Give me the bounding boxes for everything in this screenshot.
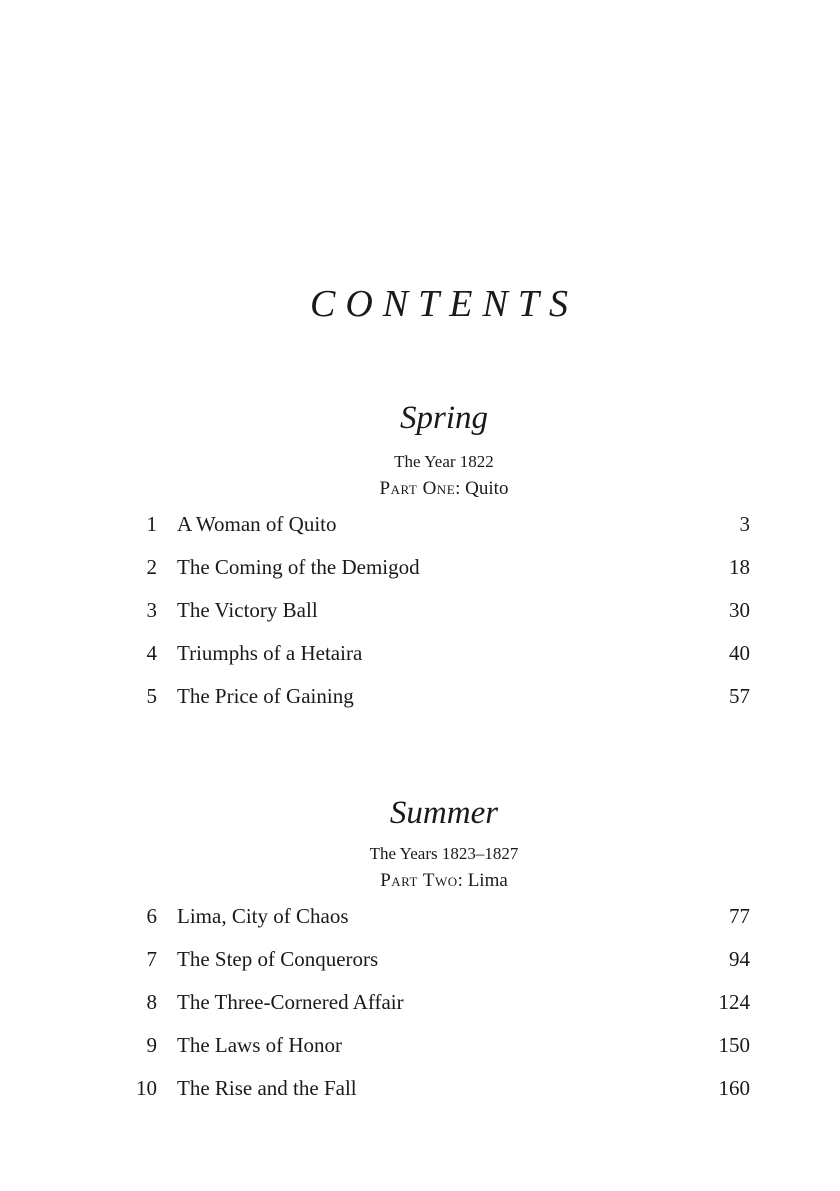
chapter-number: 3 [146,598,157,622]
chapter-number: 10 [136,1076,157,1100]
chapter-page-number: 94 [729,947,750,971]
toc-entry[interactable] [0,1033,840,1063]
chapter-title[interactable]: A Woman of Quito [177,512,337,536]
chapter-number: 1 [146,512,157,536]
part-place: Lima [467,870,508,891]
toc-entry[interactable] [0,641,840,671]
toc-entry[interactable] [0,598,840,628]
chapter-title[interactable]: The Step of Conquerors [177,947,379,971]
chapter-page-number: 30 [729,598,750,622]
page-title: CONTENTS [310,283,578,325]
chapter-page-number: 3 [739,512,750,536]
season-years: The Years 1823–1827 [369,844,519,863]
chapter-number: 2 [146,555,157,579]
chapter-page-number: 18 [729,555,750,579]
chapter-title[interactable]: The Three-Cornered Affair [177,990,404,1014]
chapter-page-number: 57 [729,684,750,708]
toc-entry[interactable] [0,947,840,977]
chapter-number: 8 [146,990,157,1014]
chapter-title[interactable]: The Price of Gaining [177,684,354,708]
part-heading [0,478,840,500]
part-heading [0,870,840,892]
chapter-number: 7 [146,947,157,971]
part-label: Part Two [380,870,458,891]
chapter-number: 9 [146,1033,157,1057]
toc-entry[interactable] [0,1076,840,1106]
part-label: Part One [379,478,456,499]
chapter-number: 6 [146,904,157,928]
chapter-title[interactable]: Lima, City of Chaos [177,904,349,928]
chapter-title[interactable]: The Victory Ball [177,598,318,622]
chapter-number: 4 [146,641,157,665]
chapter-page-number: 160 [718,1076,750,1100]
toc-entry[interactable] [0,684,840,714]
chapter-title[interactable]: The Rise and the Fall [177,1076,357,1100]
chapter-page-number: 150 [718,1033,750,1057]
chapter-number: 5 [146,684,157,708]
season-years: The Year 1822 [394,452,494,471]
toc-entry[interactable] [0,512,840,542]
season-heading: Spring [399,400,488,436]
toc-entry[interactable] [0,990,840,1020]
chapter-page-number: 124 [718,990,750,1014]
chapter-title[interactable]: The Laws of Honor [177,1033,343,1057]
chapter-page-number: 40 [729,641,750,665]
part-separator: : [457,870,463,891]
chapter-title[interactable]: Triumphs of a Hetaira [177,641,363,665]
part-place: Quito [465,478,509,499]
toc-entry[interactable] [0,904,840,934]
chapter-page-number: 77 [729,904,750,928]
toc-entry[interactable] [0,555,840,585]
chapter-title[interactable]: The Coming of the Demigod [177,555,420,579]
part-separator: : [455,478,461,499]
season-heading: Summer [389,795,499,831]
